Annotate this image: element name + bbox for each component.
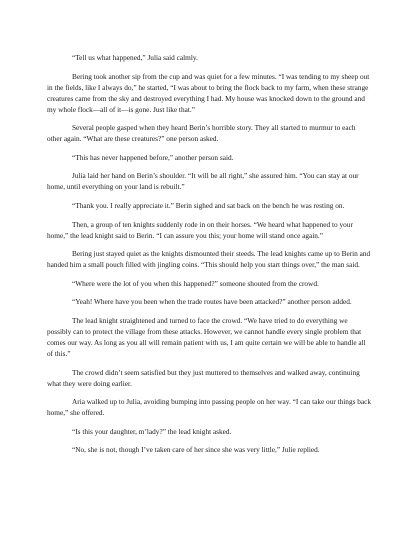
paragraph: “Yeah! Where have you been when the trade routes have been attacked?” another person added. (72, 297, 352, 307)
paragraph: The crowd didn’t seem satisfied but they just muttered to themselves and walked away, continuing what they were doing earlier. (47, 367, 360, 388)
paragraph: Aria walked up to Julia, avoiding bumping into passing people on her way. “I can take our things back home,” she offered. (47, 397, 372, 418)
paragraph: Bering took another sip from the cup and was quiet for a few minutes. “I was tending to my sheep out in the fields, like I always do,” he started, “I was about to bring the flock back to my farm, when these strange creatures came from the sky and destroyed everything I had. My house was knocked down to the ground and my whole flock—all of it—is gone. Just like that.” (47, 71, 370, 114)
paragraph: Then, a group of ten knights suddenly rode in on their horses. “We heard what happened to your home,” the lead knight said to Berin. “I can assure you this; your home will stand once again.” (47, 219, 353, 240)
paragraph: Bering just stayed quiet as the knights dismounted their steeds. The lead knights came up to Berin and handed him a small pouch filled with jingling coins. “This should help you start things over,” the man said. (47, 249, 371, 270)
paragraph: Julia laid her hand on Berin’s shoulder. “It will be all right,” she assured him. “You can stay at our home, until everything on your land is rebuilt.” (47, 171, 359, 192)
paragraph: The lead knight straightened and turned to face the crowd. “We have tried to do everything we possibly can to protect the village from these attacks. However, we cannot handle every single problem that comes our way. As long as you all will remain patient with us, I am quite certain we will be able to handle all of this.” (47, 315, 366, 358)
paragraph: “Where were the lot of you when this happened?” someone shouted from the crowd. (72, 278, 319, 288)
body-text (47, 52, 372, 463)
paragraph: “Tell us what happened,” Julia said calmly. (72, 53, 198, 62)
paragraph: “Is this your daughter, m’lady?” the lead knight asked. (72, 426, 232, 436)
paragraph: “Thank you. I really appreciate it.” Berin sighed and sat back on the bench he was resting on. (72, 200, 345, 210)
paragraph: Several people gasped when they heard Berin’s horrible story. They all started to murmur to each other again. “What are these creatures?” one person asked. (47, 123, 356, 144)
paragraph: “This has never happened before,” another person said. (72, 152, 234, 162)
paragraph: “No, she is not, though I’ve taken care of her since she was very little,” Julie replied. (72, 445, 320, 455)
